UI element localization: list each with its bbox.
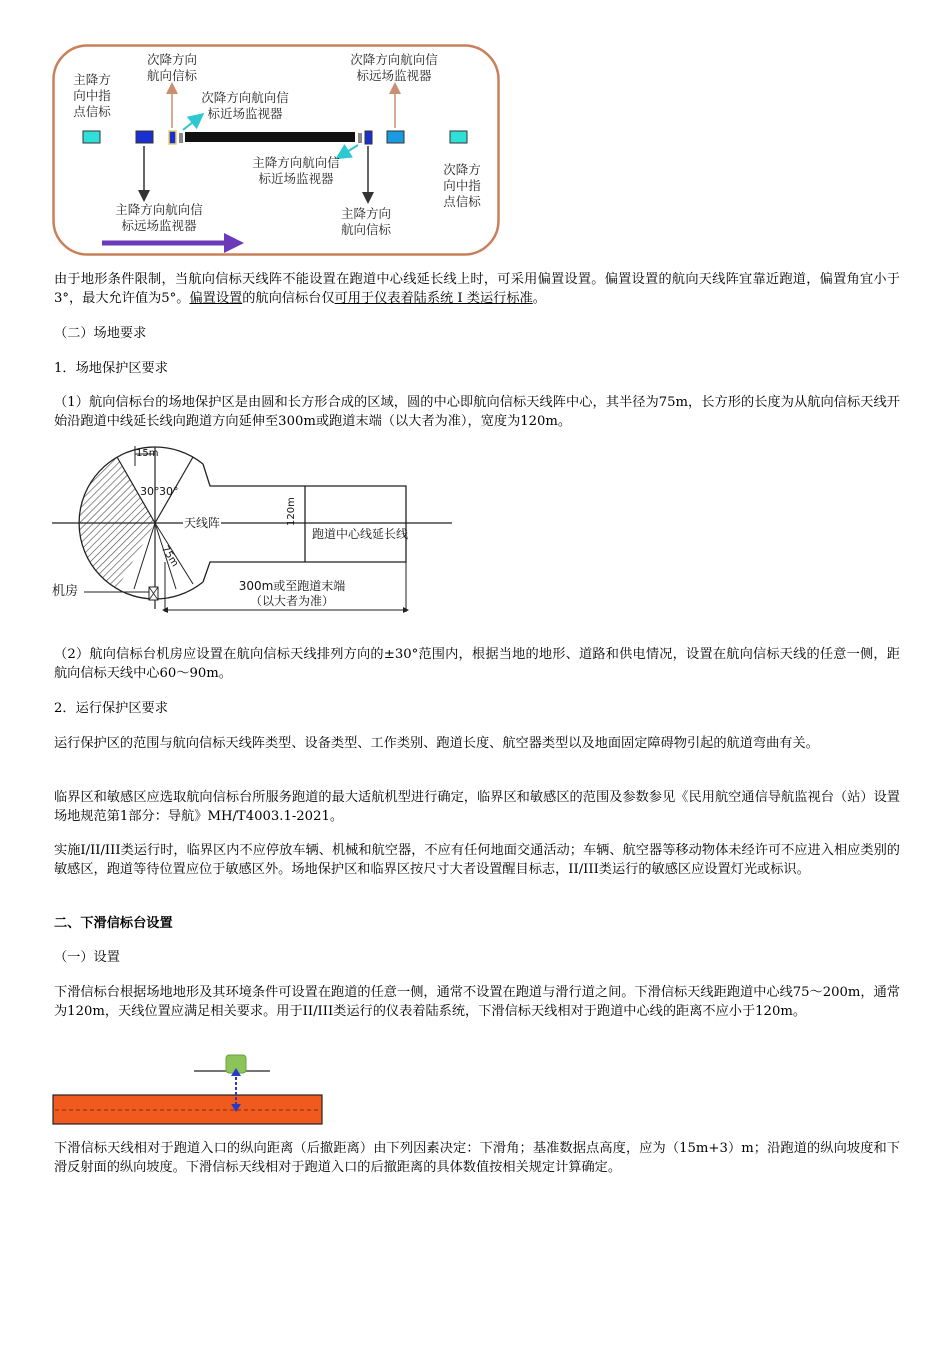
figure-glideslope [52,1052,324,1126]
label-machine-room: 机房 [52,584,79,599]
label-line: 向中指 [443,178,481,193]
label-line: 主降方向 [340,206,391,221]
label-line: 标近场监视器 [258,171,334,186]
paragraph-offset-setup [54,270,900,308]
underlined-text: 偏置设置 [189,291,243,306]
label-line: 点信标 [73,104,111,119]
label-radius: 75m [158,544,181,569]
subsection-setup: （一）设置 [54,950,120,965]
paragraph-category-ops: 实施I/II/III类运行时，临界区内不应停放车辆、机械和航空器，不应有任何地面交通活动；车辆、航空器等移动物体未经许可不应进入相应类别的敏感区，跑道等待位置应位于敏感区外。场地保护区和临界区按尺寸大者设置醒目标志，II/III类运行的敏感区应设置灯光或标识。 [54,843,900,877]
main-middle-marker-box [83,131,100,143]
label-angle-left: 30° [140,485,160,498]
label-line: 次降方向 [146,52,197,67]
arrow-main-near-monitor [342,145,358,155]
label-line: 航向信标 [146,68,197,83]
secondary-localizer-box [169,131,176,144]
paragraph-setback-distance: 下滑信标天线相对于跑道入口的纵向距离（后撤距离）由下列因素决定：下滑角；基准数据点高度，应为（15m+3）m；沿跑道的纵向坡度和下滑反射面的纵向坡度。下滑信标天线相对于跑道入口的后撤距离的具体数值按相关规定计算确定。 [54,1141,900,1175]
label-antenna: 天线阵 [184,516,221,530]
secondary-far-monitor-box [387,131,404,143]
section-site-requirements: （二）场地要求 [54,326,147,341]
label-main-near-monitor [242,155,350,187]
label-line: 次降方向航向信 [350,52,438,67]
subsection-operation-protection: 2．运行保护区要求 [54,701,168,716]
label-line: 航向信标 [340,222,391,237]
label-secondary-far-monitor [338,52,450,84]
figure-localizer-layout [52,44,500,256]
paragraph-machine-room: （2）航向信标台机房应设置在航向信标天线排列方向的±30°范围内，根据当地的地形、道路和供电情况，设置在航向信标天线的任意一侧，距航向信标天线中心60～90m。 [54,647,900,681]
subsection-site-protection: 1．场地保护区要求 [54,361,168,376]
paragraph-critical-sensitive: 临界区和敏感区应选取航向信标台所服务跑道的最大适航机型进行确定，临界区和敏感区的范围及参数参见《民用航空通信导航监视台（站）设置场地规范第1部分：导航》MH/T4003.1-2021。 [54,790,900,824]
paragraph-site-protection-area: （1）航向信标台的场地保护区是由圆和长方形合成的区域，圆的中心即航向信标天线阵中心，其半径为75m，长方形的长度为从航向信标天线开始沿跑道中线延长线向跑道方向延伸至300m或跑道末端（以大者为准），宽度为120m。 [54,395,900,429]
label-line: 次降方向航向信 [201,90,289,105]
label-line: 主降方向航向信 [252,155,340,170]
label-centerline: 跑道中心线延长线 [312,527,409,541]
secondary-near-monitor-box [179,133,183,143]
text-span: 由于地形条件限制，当航向信标天线阵不能设置在跑道中心线延长线上时，可采用偏置设置。偏置设置的航向天线阵宜靠近跑道，偏置角宜小于 3°，最大允许值为5°。 [54,272,900,306]
label-300m [232,579,352,609]
runway [185,132,355,142]
label-line: 点信标 [443,194,481,209]
label-angle-right: 30° [159,485,179,498]
label-line: 标远场监视器 [121,218,197,233]
label-line: 300m或至跑道末端 [238,579,346,593]
secondary-middle-marker-box [450,131,467,143]
label-120m: 120m [286,497,297,526]
label-line: （以大者为准） [249,594,334,608]
label-line: 主降方 [73,72,111,87]
text-span: 的航向信标台仅 [242,291,335,306]
figure-glideslope-svg [52,1052,324,1126]
label-line: 标近场监视器 [207,106,283,121]
main-far-monitor-box [136,131,153,143]
paragraph-operation-scope: 运行保护区的范围与航向信标天线阵类型、设备类型、工作类别、跑道长度、航空器类型以及地面固定障碍物引起的航道弯曲有关。 [54,736,819,751]
label-secondary-localizer [140,52,204,84]
main-near-monitor-box [358,133,362,143]
paragraph-glideslope-position: 下滑信标台根据场地地形及其环境条件可设置在跑道的任意一侧，通常不设置在跑道与滑行道之间。下滑信标天线距跑道中心线75～200m，通常为120m，天线位置应满足相关要求。用于II/III类运行的仪表着陆系统，下滑信标天线相对于跑道中心线的距离不应小于120m。 [54,985,900,1019]
underlined-text: 可用于仪表着陆系统 I 类运行标准 [334,291,533,306]
label-main-localizer [334,206,398,238]
label-secondary-middle-marker [432,162,492,210]
heading-glideslope: 二、下滑信标台设置 [54,916,173,931]
label-main-far-monitor [104,202,214,234]
text-span: 。 [532,291,546,306]
label-main-middle-marker [62,72,122,120]
label-15m: 15m [136,448,159,459]
main-localizer-box [365,131,372,144]
label-line: 主降方向航向信 [115,202,203,217]
label-line: 向中指 [73,88,111,103]
label-secondary-near-monitor [190,90,300,122]
figure-protection-area [52,444,456,614]
label-line: 次降方 [443,162,481,177]
label-line: 标远场监视器 [356,68,432,83]
